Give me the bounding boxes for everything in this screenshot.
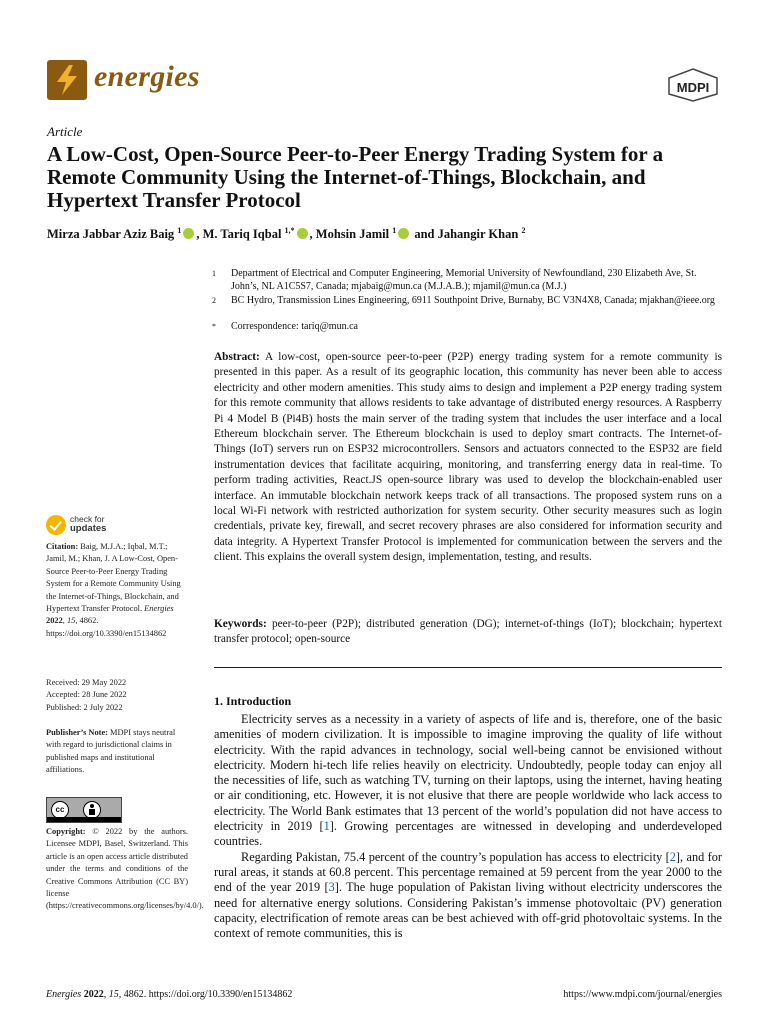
correspondence-text: Correspondence: tariq@mun.ca xyxy=(231,321,358,332)
published-date: Published: 2 July 2022 xyxy=(46,702,123,712)
citation-journal: Energies xyxy=(144,604,174,614)
author-name: Jahangir Khan xyxy=(437,227,519,242)
checkmark-icon xyxy=(46,515,66,535)
affiliation-text: BC Hydro, Transmission Lines Engineering, 6911 Southpoint Drive, Burnaby, BC V3N4X8, Canada; mjakhan@ieee.org xyxy=(231,295,715,306)
abstract-text: A low-cost, open-source peer-to-peer (P2P) energy trading system for a remote community is presented in this paper. As a result of its geographic location, this community has never been able to access electricity and other modern amenities. This study aims to design and implement a P2P energy trading system for this remote community that allows residents to take advantage of distributed energy resources. A Raspberry Pi 4 Model B (Pi4B) hosts the main server of the trading system that includes the user interface and a local Ethereum blockchain server. The Ethereum blockchain is used to deploy smart contracts. The Internet-of-Things (IoT) servers run on ESP32 microcontrollers. Sensors and actuators connected to the ESP32 are field instrumentation devices that facilitate acquiring, monitoring, and transferring energy data in real-time. To perform trading activities, React.JS open-source library was used to develop the blockchain-enabled user interface. An immutable blockchain network keeps track of all transactions. The proposed system runs on a local Wi-Fi network with restricted authorization for system security. Other security measures such as login credentials, private key, firewall, and secret recovery phrases are also considered for information security and data integrity. A Hypertext Transfer Protocol is implemented for communication between the servers and the client. This explains the overall system design, implementation, testing, and results. xyxy=(214,351,723,564)
author-affil: 1 xyxy=(177,226,182,235)
citation-year: 2022 xyxy=(46,616,63,626)
citation-link[interactable]: 1 xyxy=(323,819,330,834)
citation-link[interactable]: 3 xyxy=(328,880,335,895)
section-heading: 1. Introduction xyxy=(214,694,292,708)
footer-journal: Energies xyxy=(46,989,82,1000)
footer-volume: 15 xyxy=(108,989,119,1000)
journal-logo xyxy=(47,60,87,100)
citation-label: Citation: xyxy=(46,542,79,551)
accepted-date: Accepted: 28 June 2022 xyxy=(46,690,127,700)
intro-text: ]. The huge population of Pakistan living without electricity underscores the need for alternative energy solutions. Considering Pakistan’s immense photovoltaic (PV) generation capacity, electrification of remote areas can be best achieved with off-grid photovoltaic systems. In the context of remote communities, this is xyxy=(214,880,722,941)
footer-year: 2022 xyxy=(83,989,104,1000)
author-sep: , xyxy=(196,227,203,242)
keywords-text: peer-to-peer (P2P); distributed generation (DG); internet-of-things (IoT); blockchain; hypertext transfer protocol; open-source xyxy=(214,618,722,646)
publisher-note xyxy=(46,727,188,777)
citation-block: Citation: Baig, M.J.A.; Iqbal, M.T.; Jamil, M.; Khan, J. A Low-Cost, Open-Source Peer-to-Peer Energy Trading System for a Remote Community Using the Internet-of-Things, Blockchain, and Hypertext Transfer Protocol. Energies 2022, 15, 4862. https://doi.org/10.3390/en15134862 xyxy=(46,542,181,638)
footer-doi[interactable]: , 4862. https://doi.org/10.3390/en15134862 xyxy=(118,989,293,1000)
author-name: Mirza Jabbar Aziz Baig xyxy=(47,227,175,242)
keywords-label: Keywords: xyxy=(214,618,267,630)
intro-text: ]. Growing percentages are witnessed in developing and underdeveloped countries. xyxy=(214,819,722,849)
author-sep: and xyxy=(411,227,438,242)
author-affil: 2 xyxy=(521,226,526,235)
author-affil: 1 xyxy=(392,226,397,235)
dates-block xyxy=(46,677,188,714)
publisher-logo xyxy=(667,68,719,102)
journal-name: energies xyxy=(94,60,200,93)
article-type: Article xyxy=(47,124,83,139)
note-label: Publisher’s Note: xyxy=(46,728,108,737)
abstract xyxy=(214,350,722,566)
intro-text: ], and for rural areas, it stands at 60.8 percent. This percentage remained at 59 percent from the year 2000 to the end of the year 2019 [ xyxy=(214,849,722,895)
paper-title: A Low-Cost, Open-Source Peer-to-Peer Energy Trading System for a Remote Community Using the Internet-of-Things, Blockchain, and Hypertext Transfer Protocol xyxy=(47,142,664,212)
lightning-icon xyxy=(47,60,87,100)
copyright-text: © 2022 by the authors. Licensee MDPI, Basel, Switzerland. This article is an open access article distributed under the terms and conditions of the Creative Commons Attribution (CC BY) license (https://creativecommons.org/licenses/by/4.0/). xyxy=(46,827,204,911)
intro-paragraph xyxy=(214,712,722,850)
intro-paragraph xyxy=(214,850,722,942)
by-strip xyxy=(47,817,121,822)
keywords xyxy=(214,617,722,648)
orcid-icon[interactable] xyxy=(398,228,409,239)
affiliation-mark: 2 xyxy=(212,296,216,305)
citation-link[interactable]: 2 xyxy=(669,849,676,864)
updates-line2: updates xyxy=(70,523,107,534)
publisher-name: MDPI xyxy=(676,80,710,95)
orcid-icon[interactable] xyxy=(297,228,308,239)
introduction-body xyxy=(214,712,722,941)
author-name: Mohsin Jamil xyxy=(315,227,390,242)
intro-text: Regarding Pakistan, 75.4 percent of the country’s population has access to electricity [ xyxy=(241,849,670,864)
footer-citation: Energies 2022, 15, 4862. https://doi.org/10.3390/en15134862 xyxy=(46,989,293,1000)
affiliation-mark: * xyxy=(212,322,216,331)
cc-by-license-badge[interactable] xyxy=(46,797,122,823)
copyright-block xyxy=(46,826,204,913)
author-name: M. Tariq Iqbal xyxy=(202,227,282,242)
check-for-updates-button[interactable] xyxy=(46,514,146,538)
affiliation-mark: 1 xyxy=(212,269,216,278)
affiliation-text: Department of Electrical and Computer Engineering, Memorial University of Newfoundland, 230 Elizabeth Ave, St. John’s, NL A1C5S7, Canada; mjabaig@mun.ca (M.J.A.B.); mjamil@mun.ca (M.J.) xyxy=(231,268,697,292)
note-text: MDPI stays neutral with regard to jurisdictional claims in published maps and institutional affiliations. xyxy=(46,728,176,775)
author-list xyxy=(47,226,737,242)
abstract-label: Abstract: xyxy=(214,351,260,363)
citation-text: Baig, M.J.A.; Iqbal, M.T.; Jamil, M.; Khan, J. A Low-Cost, Open-Source Peer-to-Peer Energy Trading System for a Remote Community Using the Internet-of-Things, Blockchain, and Hypertext Transfer Protocol. xyxy=(46,542,181,614)
received-date: Received: 29 May 2022 xyxy=(46,678,127,687)
copyright-label: Copyright: xyxy=(46,827,86,836)
orcid-icon[interactable] xyxy=(183,228,194,239)
footer-url[interactable]: https://www.mdpi.com/journal/energies xyxy=(563,989,722,1000)
author-affil: 1,* xyxy=(284,226,295,235)
citation-volume: 15 xyxy=(66,616,76,626)
author-sep: , xyxy=(309,227,316,242)
citation-doi[interactable]: , 4862. https://doi.org/10.3390/en15134862 xyxy=(46,616,167,638)
section-divider xyxy=(214,667,722,668)
intro-text: Electricity serves as a necessity in a variety of aspects of life and is, therefore, one of the basic amenities of modern civilization. It is impossible to imagine improving the quality of life without electricity. With the rapid advances in technology, social well-being cannot be envisioned without electricity. Modern hi-tech life relies heavily on electricity. Undoubtedly, people today can enjoy all the necessities of life, such as watching TV, turning on their laptops, using the internet, having heating or air conditioning, etc. However, it is not elusive that there are people worldwide who lack access to electricity. The World Bank estimates that 13 percent of the world’s population did not have access to electricity in 2019 [ xyxy=(214,712,722,834)
updates-line1: check for xyxy=(70,514,105,524)
cc-icon: cc xyxy=(51,801,69,819)
